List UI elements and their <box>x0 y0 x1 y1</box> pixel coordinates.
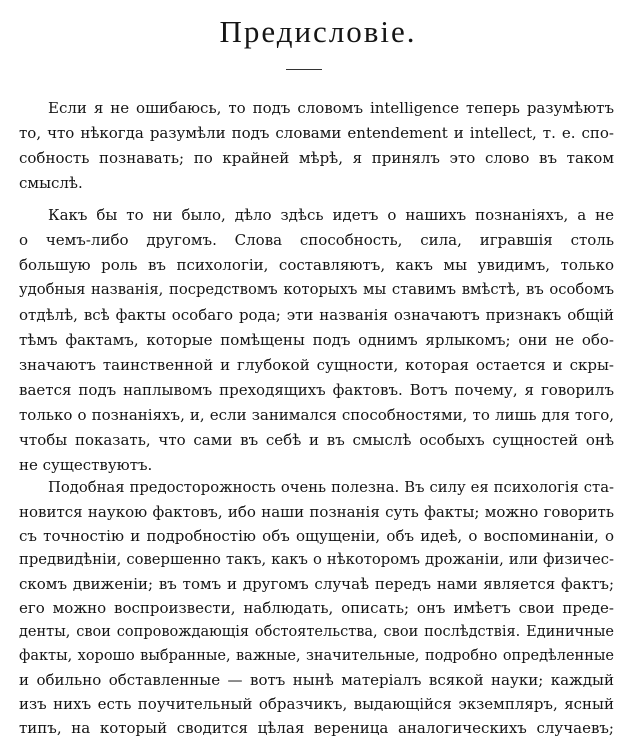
text-line: чтобы показать, что сами въ себѣ и въ смыслѣ особыхъ сущностей онѣ <box>19 431 614 449</box>
text-line: смыслѣ. <box>19 174 83 192</box>
text-line: тѣмъ фактамъ, которые помѣщены подъ однимъ ярлыкомъ; они не обо- <box>19 331 614 349</box>
text-line: Подобная предосторожность очень полезна. Въ силу ея психологія ста- <box>48 479 614 496</box>
text-line: о чемъ-либо другомъ. Слова способность, сила, игравшія столь <box>19 231 614 249</box>
text-line: предвидѣніи, совершенно такъ, какъ о нѣкоторомъ дрожаніи, или физичес- <box>19 551 614 568</box>
text-line: денты, свои сопровождающія обстоятельства, свои послѣдствія. Единичные <box>19 624 614 640</box>
text-line: съ точностію и подробностію объ ощущеніи, объ идеѣ, о воспоминаніи, о <box>19 527 614 545</box>
text-line: вается подъ наплывомъ преходящихъ фактовъ. Вотъ почему, я говорилъ <box>19 381 614 399</box>
text-line: и обильно обставленные — вотъ нынѣ матеріалъ всякой науки; каждый <box>19 671 614 689</box>
text-line: большую роль въ психологіи, составляютъ, какъ мы увидимъ, только <box>19 256 614 274</box>
text-line: типъ, на который сводится цѣлая вереница аналогическихъ случаевъ; <box>19 719 614 737</box>
text-line: отдѣлѣ, всѣ факты особаго рода; эти названія означаютъ признакъ общій <box>19 306 614 324</box>
text-line: изъ нихъ есть поучительный образчикъ, выдающійся экземпляръ, ясный <box>19 695 614 713</box>
text-line: только о познаніяхъ, и, если занимался способностями, то лишь для того, <box>19 406 614 424</box>
text-line: скомъ движеніи; въ томъ и другомъ случаѣ передъ нами является фактъ; <box>19 575 614 593</box>
text-line: значаютъ таинственной и глубокой сущности, которая остается и скры- <box>19 356 614 374</box>
title-divider <box>286 69 322 70</box>
text-line: новится наукою фактовъ, ибо наши познанія суть факты; можно говорить <box>19 503 614 521</box>
text-line: факты, хорошо выбранные, важные, значительные, подробно опредѣленные <box>19 648 614 664</box>
text-line: Если я не ошибаюсь, то подъ словомъ intelligence теперь разумѣютъ <box>48 99 614 117</box>
text-line: не существуютъ. <box>19 456 153 474</box>
text-line: собность познавать; по крайней мѣрѣ, я принялъ это слово въ таком <box>19 149 614 167</box>
page-title: Предисловіе. <box>219 14 417 49</box>
text-line: то, что нѣкогда разумѣли подъ словами entendement и intellect, т. е. спо- <box>19 124 614 142</box>
text-line: его можно воспроизвести, наблюдать, описать; онъ имѣетъ свои преде- <box>19 599 614 617</box>
text-line: Какъ бы то ни было, дѣло здѣсь идетъ о нашихъ познаніяхъ, а не <box>48 206 614 224</box>
text-line: удобныя названія, посредствомъ которыхъ мы ставимъ вмѣстѣ, въ особомъ <box>19 281 614 298</box>
